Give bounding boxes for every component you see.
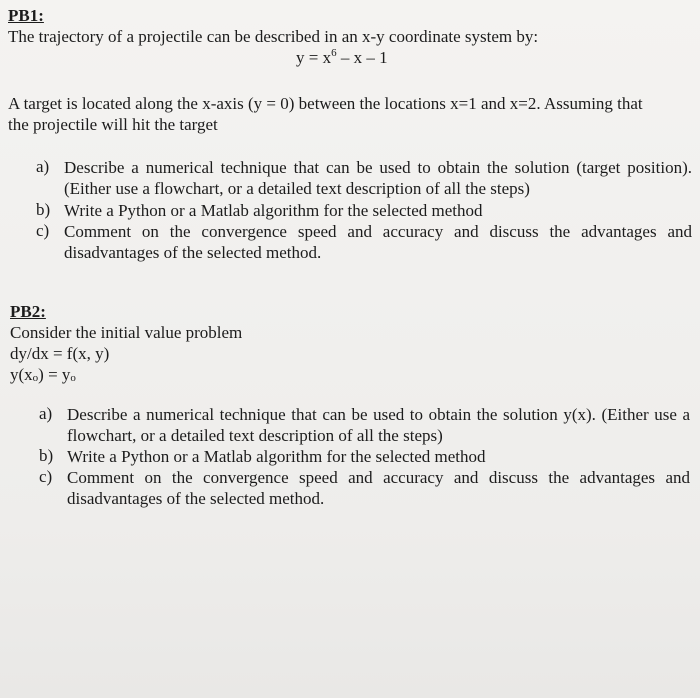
pb2-item-a-text: Describe a numerical technique that can be used to obtain the solution y(x). (Either use a flowchart, or a detailed text description of all the steps) (67, 405, 690, 445)
pb1-equation-lhs: y = x (296, 48, 332, 67)
pb2-ic-x-subscript: o (32, 372, 39, 384)
pb2-item-b-label: b) (39, 446, 54, 465)
pb1-item-c-label: c) (36, 221, 50, 240)
pb2-heading: PB2: (10, 302, 46, 321)
pb1-equation-rhs: – x – 1 (336, 48, 388, 67)
pb1-item-c-text: Comment on the convergence speed and accuracy and discuss the advantages and disadvantages of the selected method. (64, 222, 692, 262)
pb1-item-b-text: Write a Python or a Matlab algorithm for the selected method (64, 201, 483, 220)
pb1-equation (296, 48, 388, 68)
pb1-item-a-text: Describe a numerical technique that can be used to obtain the solution (target position). (Either use a flowchart, or a detailed text description of all the steps) (64, 158, 692, 198)
pb2-ode: dy/dx = f(x, y) (10, 344, 110, 363)
pb1-equation-exponent: 6 (331, 47, 337, 59)
pb1-target-line-2: the projectile will hit the target (8, 115, 218, 134)
pb2-intro: Consider the initial value problem (10, 323, 243, 342)
pb1-item-b-label: b) (36, 200, 51, 219)
pb2-item-c-text: Comment on the convergence speed and accuracy and discuss the advantages and disadvantages of the selected method. (67, 468, 690, 508)
pb2-ic-y-subscript: o (70, 372, 76, 384)
pb1-heading: PB1: (8, 6, 44, 25)
pb2-item-a-label: a) (39, 404, 53, 423)
pb1-intro: The trajectory of a projectile can be described in an x-y coordinate system by: (8, 27, 539, 46)
pb2-item-b-text: Write a Python or a Matlab algorithm for the selected method (67, 447, 486, 466)
pb1-item-a-label: a) (36, 157, 50, 176)
pb2-initial-condition (10, 365, 76, 388)
pb1-target-line-1: A target is located along the x-axis (y = 0) between the locations x=1 and x=2. Assuming that (8, 94, 643, 113)
pb2-ic-mid: ) = y (38, 365, 71, 384)
pb2-ic-y-open: y(x (10, 365, 33, 384)
pb2-item-c-label: c) (39, 467, 53, 486)
